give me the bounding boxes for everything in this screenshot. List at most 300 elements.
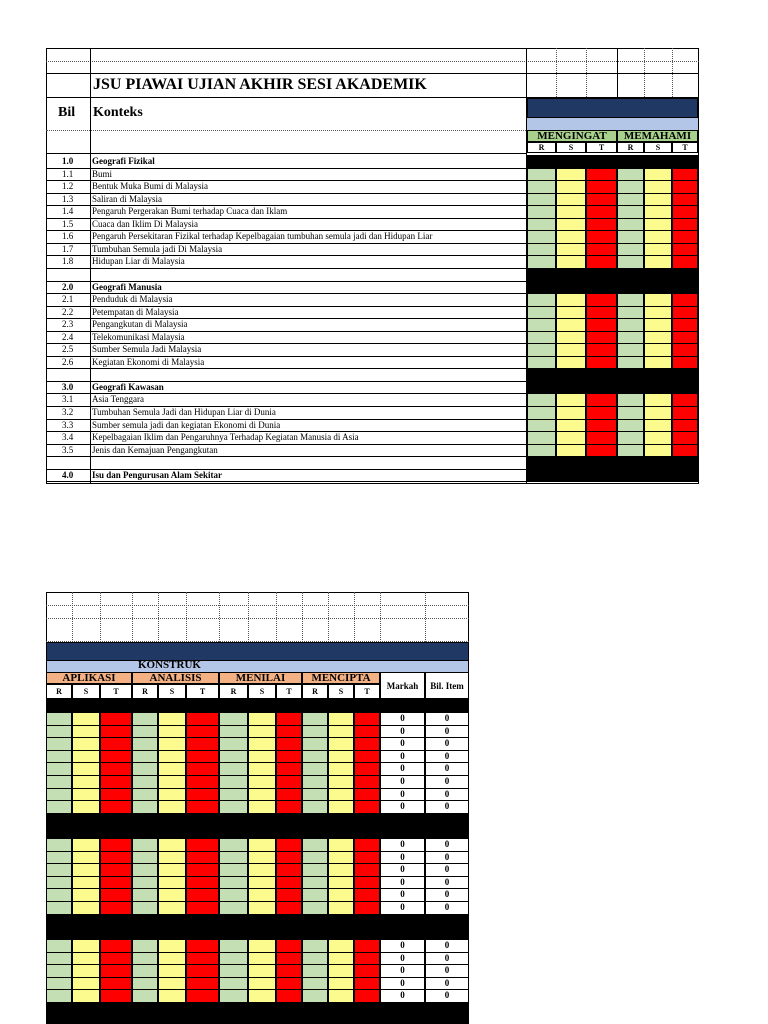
t2-lightblue-bar (46, 661, 469, 672)
t2-level-cell (302, 775, 328, 789)
markah-value: 0 (380, 788, 425, 801)
row-context: Geografi Fizikal (92, 156, 155, 166)
t2-level-cell (46, 901, 72, 915)
t2-level-cell (186, 737, 219, 751)
t2-level-cell (276, 901, 302, 915)
t2-level-cell (328, 712, 354, 726)
t2-level-cell (186, 800, 219, 814)
konstruk-label: KONSTRUK (138, 659, 201, 671)
t2-level-cell (186, 712, 219, 726)
t2-level-cell (219, 888, 248, 902)
t2-level-cell (100, 989, 132, 1003)
t2-level-cell (276, 964, 302, 978)
t1-level-cell (556, 406, 586, 420)
row-context: Cuaca dan Iklim Di Malaysia (92, 219, 198, 229)
t2-level-cell (248, 863, 276, 877)
t2-level-cell (132, 737, 158, 751)
t2-level-cell (248, 901, 276, 915)
t2-level-cell (46, 712, 72, 726)
t2-navy-bar (46, 642, 469, 661)
t1-level-cell (527, 431, 556, 445)
t2-level-cell (276, 737, 302, 751)
bil-item-value: 0 (425, 737, 469, 751)
t1-level-cell (672, 406, 698, 420)
row-context: Tumbuhan Semula jadi Di Malaysia (92, 244, 223, 254)
bil-item-value: 0 (425, 725, 469, 738)
row-number: 1.2 (62, 181, 74, 191)
row-number: 2.4 (62, 332, 74, 342)
col-markah-header (380, 672, 425, 699)
markah-value: 0 (380, 712, 425, 726)
t2-level-cell (158, 863, 186, 877)
t2-level-cell (72, 712, 100, 726)
t2-level-cell (132, 888, 158, 902)
t1-level-cell (644, 393, 672, 407)
bil-item-value: 0 (425, 762, 469, 776)
row-context: Pengaruh Pergerakan Bumi terhadap Cuaca dan Iklam (92, 206, 288, 216)
t1-level-cell (586, 406, 617, 420)
t2-level-cell (328, 762, 354, 776)
markah-value: 0 (380, 901, 425, 915)
row-number: 1.1 (62, 169, 74, 179)
t1-level-cell (556, 318, 586, 332)
t1-level-cell (644, 180, 672, 194)
t2-level-cell (248, 838, 276, 852)
t1-level-cell (617, 343, 644, 357)
t2-level-cell (46, 838, 72, 852)
row-number: 3.0 (62, 382, 74, 392)
row-context: Sumber semula jadi dan kegiatan Ekonomi di Dunia (92, 420, 281, 430)
t1-level-cell (527, 180, 556, 194)
t2-level-cell (100, 901, 132, 915)
page-title: JSU PIAWAI UJIAN AKHIR SESI AKADEMIK (93, 76, 427, 93)
markah-value: 0 (380, 851, 425, 864)
t2-level-cell (302, 888, 328, 902)
markah-value: 0 (380, 952, 425, 965)
t2-level-cell (158, 800, 186, 814)
t2-level-cell (100, 712, 132, 726)
t1-level-cell (644, 230, 672, 244)
col-bil-item-label: Bil. Item (430, 681, 464, 691)
t2-level-cell (302, 964, 328, 978)
bil-item-value: 0 (425, 838, 469, 852)
level-mencipta: MENCIPTA (302, 672, 380, 684)
t1-lightblue-bar (527, 118, 698, 130)
t2-level-cell (219, 939, 248, 953)
row-number: 2.2 (62, 307, 74, 317)
t2-level-cell (354, 989, 380, 1003)
t2-rst-cell: R (46, 684, 72, 699)
level-aplikasi: APLIKASI (46, 672, 132, 684)
markah-value: 0 (380, 888, 425, 902)
t2-black-band (46, 699, 469, 712)
t1-level-cell (586, 205, 617, 219)
row-number: 1.7 (62, 244, 74, 254)
t2-level-cell (46, 762, 72, 776)
level-menilai: MENILAI (219, 672, 302, 684)
t2-level-cell (328, 939, 354, 953)
t2-level-cell (276, 888, 302, 902)
t2-level-cell (302, 762, 328, 776)
row-number: 1.5 (62, 219, 74, 229)
bil-item-value: 0 (425, 863, 469, 877)
t2-level-cell (100, 939, 132, 953)
row-number: 3.4 (62, 432, 74, 442)
t1-level-cell (617, 230, 644, 244)
t2-level-cell (248, 888, 276, 902)
t2-level-cell (328, 863, 354, 877)
t2-level-cell (158, 964, 186, 978)
t2-level-cell (354, 800, 380, 814)
t2-rst-cell: R (219, 684, 248, 699)
bil-item-value: 0 (425, 901, 469, 915)
t2-level-cell (100, 863, 132, 877)
t2-level-cell (354, 939, 380, 953)
bil-item-value: 0 (425, 952, 469, 965)
t2-level-cell (72, 737, 100, 751)
t2-level-cell (72, 964, 100, 978)
t1-level-cell (644, 318, 672, 332)
t1-level-cell (644, 343, 672, 357)
col-konteks-header: Konteks (93, 105, 143, 120)
t2-level-cell (72, 863, 100, 877)
t2-level-cell (46, 964, 72, 978)
t2-level-cell (72, 838, 100, 852)
t2-rst-cell: S (328, 684, 354, 699)
bil-item-value: 0 (425, 775, 469, 789)
t1-level-cell (617, 205, 644, 219)
t2-level-cell (72, 800, 100, 814)
t1-level-cell (586, 293, 617, 307)
row-number: 1.6 (62, 231, 74, 241)
t1-level-cell (556, 230, 586, 244)
markah-value: 0 (380, 964, 425, 978)
row-number: 1.8 (62, 256, 74, 266)
t2-level-cell (132, 901, 158, 915)
t2-level-cell (72, 888, 100, 902)
markah-value: 0 (380, 775, 425, 789)
t2-level-cell (354, 901, 380, 915)
bil-item-value: 0 (425, 939, 469, 953)
t2-black-band (46, 1003, 469, 1024)
t2-level-cell (72, 775, 100, 789)
t2-black-band (46, 914, 469, 939)
t2-level-cell (219, 800, 248, 814)
t2-level-cell (302, 712, 328, 726)
row-number: 1.4 (62, 206, 74, 216)
t1-rst-cell: S (556, 142, 586, 153)
t2-level-cell (158, 901, 186, 915)
t2-level-cell (248, 737, 276, 751)
row-context: Kepelbagaian Iklim dan Pengaruhnya Terhadap Kegiatan Manusia di Asia (92, 432, 359, 442)
t1-level-cell (644, 431, 672, 445)
t2-rst-cell: R (132, 684, 158, 699)
row-number: 2.1 (62, 294, 74, 304)
row-number: 1.3 (62, 194, 74, 204)
markah-value: 0 (380, 977, 425, 990)
t2-level-cell (302, 901, 328, 915)
t2-level-cell (158, 888, 186, 902)
t2-level-cell (328, 838, 354, 852)
t2-level-cell (248, 712, 276, 726)
t1-level-cell (556, 343, 586, 357)
t1-level-cell (586, 230, 617, 244)
t2-level-cell (276, 939, 302, 953)
bil-item-value: 0 (425, 712, 469, 726)
bil-item-value: 0 (425, 888, 469, 902)
t1-level-cell (617, 431, 644, 445)
t2-level-cell (219, 901, 248, 915)
t1-level-cell (617, 180, 644, 194)
row-context: Isu dan Pengurusan Alam Sekitar (92, 470, 223, 480)
t1-level-cell (527, 393, 556, 407)
t2-level-cell (276, 838, 302, 852)
t2-rst-cell: T (100, 684, 132, 699)
t2-level-cell (248, 762, 276, 776)
t2-level-cell (248, 800, 276, 814)
t2-level-cell (158, 989, 186, 1003)
t1-level-cell (527, 406, 556, 420)
t1-level-cell (586, 431, 617, 445)
bil-item-value: 0 (425, 788, 469, 801)
row-context: Saliran di Malaysia (92, 194, 162, 204)
row-number: 3.5 (62, 445, 74, 455)
t2-level-cell (276, 762, 302, 776)
t1-level-cell (644, 205, 672, 219)
t2-level-cell (100, 800, 132, 814)
row-context: Petempatan di Malaysia (92, 307, 179, 317)
t2-level-cell (302, 838, 328, 852)
t2-level-cell (72, 989, 100, 1003)
t1-level-cell (556, 393, 586, 407)
t2-rst-cell: T (276, 684, 302, 699)
t1-level-cell (617, 318, 644, 332)
t2-level-cell (46, 888, 72, 902)
t2-level-cell (328, 901, 354, 915)
t2-rst-cell: R (302, 684, 328, 699)
t1-level-cell (672, 293, 698, 307)
t2-level-cell (219, 737, 248, 751)
t2-level-cell (158, 775, 186, 789)
t2-level-cell (354, 964, 380, 978)
t1-level-cell (556, 293, 586, 307)
t2-level-cell (248, 939, 276, 953)
row-context: Kegiatan Ekonomi di Malaysia (92, 357, 205, 367)
row-context: Bumi (92, 169, 113, 179)
t2-level-cell (186, 888, 219, 902)
t2-level-cell (354, 762, 380, 776)
t1-level-cell (586, 343, 617, 357)
t1-level-cell (556, 205, 586, 219)
t2-level-cell (276, 775, 302, 789)
t2-level-cell (354, 863, 380, 877)
t2-level-cell (100, 888, 132, 902)
row-number: 3.2 (62, 407, 74, 417)
t2-level-cell (186, 775, 219, 789)
t2-level-cell (186, 762, 219, 776)
t2-level-cell (302, 737, 328, 751)
row-number: 3.1 (62, 394, 74, 404)
t1-level-cell (527, 343, 556, 357)
t2-black-band (46, 813, 469, 838)
t2-level-cell (328, 989, 354, 1003)
col-markah-label: Markah (386, 681, 419, 691)
t1-section-band (527, 469, 698, 482)
t2-level-cell (132, 775, 158, 789)
bil-item-value: 0 (425, 750, 469, 763)
t2-level-cell (100, 762, 132, 776)
t2-level-cell (354, 838, 380, 852)
t1-level-cell (672, 255, 698, 269)
t1-level-cell (586, 255, 617, 269)
markah-value: 0 (380, 876, 425, 889)
t2-level-cell (46, 989, 72, 1003)
t2-level-cell (219, 989, 248, 1003)
row-number: 2.3 (62, 319, 74, 329)
t2-level-cell (72, 901, 100, 915)
row-number: 2.5 (62, 344, 74, 354)
t2-level-cell (100, 737, 132, 751)
t2-rst-cell: S (248, 684, 276, 699)
t2-level-cell (186, 863, 219, 877)
t1-gap-band (527, 456, 698, 470)
t1-level-cell (672, 343, 698, 357)
level-memahami: MEMAHAMI (617, 130, 698, 142)
t1-level-cell (672, 205, 698, 219)
t1-rst-cell: S (644, 142, 672, 153)
markah-value: 0 (380, 838, 425, 852)
t1-level-cell (672, 318, 698, 332)
markah-value: 0 (380, 750, 425, 763)
t1-level-cell (527, 205, 556, 219)
t2-level-cell (219, 712, 248, 726)
t1-rst-cell: T (586, 142, 617, 153)
t2-level-cell (248, 989, 276, 1003)
t1-level-cell (672, 180, 698, 194)
t2-level-cell (219, 863, 248, 877)
level-analisis: ANALISIS (132, 672, 219, 684)
t1-level-cell (644, 293, 672, 307)
t2-level-cell (46, 800, 72, 814)
t1-level-cell (672, 230, 698, 244)
bil-item-value: 0 (425, 800, 469, 814)
t2-level-cell (276, 712, 302, 726)
t1-level-cell (527, 230, 556, 244)
t2-rst-cell: S (158, 684, 186, 699)
row-context: Sumber Semula Jadi Malaysia (92, 344, 202, 354)
t2-level-cell (354, 712, 380, 726)
t2-level-cell (132, 939, 158, 953)
markah-value: 0 (380, 989, 425, 1003)
row-context: Hidupan Liar di Malaysia (92, 256, 185, 266)
bil-item-value: 0 (425, 977, 469, 990)
t1-level-cell (617, 406, 644, 420)
markah-value: 0 (380, 800, 425, 814)
t2-level-cell (46, 775, 72, 789)
t2-level-cell (186, 964, 219, 978)
t1-navy-bar (527, 98, 698, 118)
t2-level-cell (132, 762, 158, 776)
t2-rst-cell: T (354, 684, 380, 699)
t1-level-cell (586, 318, 617, 332)
t2-level-cell (158, 737, 186, 751)
t2-level-cell (302, 800, 328, 814)
t2-level-cell (132, 800, 158, 814)
t2-level-cell (186, 989, 219, 1003)
t2-level-cell (219, 775, 248, 789)
t2-level-cell (72, 762, 100, 776)
row-context: Jenis dan Kemajuan Pengangkutan (92, 445, 218, 455)
t2-level-cell (100, 838, 132, 852)
markah-value: 0 (380, 762, 425, 776)
row-number: 2.6 (62, 357, 74, 367)
t2-level-cell (276, 863, 302, 877)
bil-item-value: 0 (425, 989, 469, 1003)
row-number: 3.3 (62, 420, 74, 430)
t2-level-cell (248, 964, 276, 978)
row-context: Tumbuhan Semula Jadi dan Hidupan Liar di Dunia (92, 407, 276, 417)
t2-level-cell (158, 712, 186, 726)
row-context: Bentuk Muka Bumi di Malaysia (92, 181, 208, 191)
t2-level-cell (158, 939, 186, 953)
t2-level-cell (276, 989, 302, 1003)
markah-value: 0 (380, 725, 425, 738)
t2-level-cell (328, 964, 354, 978)
t2-level-cell (100, 964, 132, 978)
t2-level-cell (72, 939, 100, 953)
t2-level-cell (46, 863, 72, 877)
t1-level-cell (586, 393, 617, 407)
t1-level-cell (617, 393, 644, 407)
row-context: Geografi Manusia (92, 282, 162, 292)
row-context: Telekomunikasi Malaysia (92, 332, 185, 342)
t2-level-cell (132, 863, 158, 877)
t2-rst-cell: S (72, 684, 100, 699)
row-context: Pengangkutan di Malaysia (92, 319, 188, 329)
bil-item-value: 0 (425, 876, 469, 889)
t2-level-cell (158, 838, 186, 852)
markah-value: 0 (380, 863, 425, 877)
t1-level-cell (672, 393, 698, 407)
row-context: Geografi Kawasan (92, 382, 164, 392)
row-number: 1.0 (62, 156, 74, 166)
row-context: Penduduk di Malaysia (92, 294, 173, 304)
col-bil-header: Bil (58, 105, 76, 120)
t2-level-cell (186, 901, 219, 915)
t2-level-cell (186, 939, 219, 953)
t2-level-cell (132, 964, 158, 978)
t2-level-cell (132, 712, 158, 726)
t2-level-cell (132, 989, 158, 1003)
t2-level-cell (100, 775, 132, 789)
t1-rst-cell: T (672, 142, 698, 153)
t2-level-cell (219, 838, 248, 852)
t1-gap-band (527, 368, 698, 382)
t2-level-cell (354, 888, 380, 902)
t2-level-cell (276, 800, 302, 814)
t2-level-cell (158, 762, 186, 776)
t1-level-cell (527, 293, 556, 307)
t1-level-cell (556, 255, 586, 269)
col-bil-item-header (425, 672, 469, 699)
t2-level-cell (219, 762, 248, 776)
markah-value: 0 (380, 737, 425, 751)
row-number: 4.0 (62, 470, 74, 480)
t2-level-cell (46, 737, 72, 751)
t1-level-cell (644, 255, 672, 269)
t1-level-cell (586, 180, 617, 194)
t1-level-cell (556, 431, 586, 445)
